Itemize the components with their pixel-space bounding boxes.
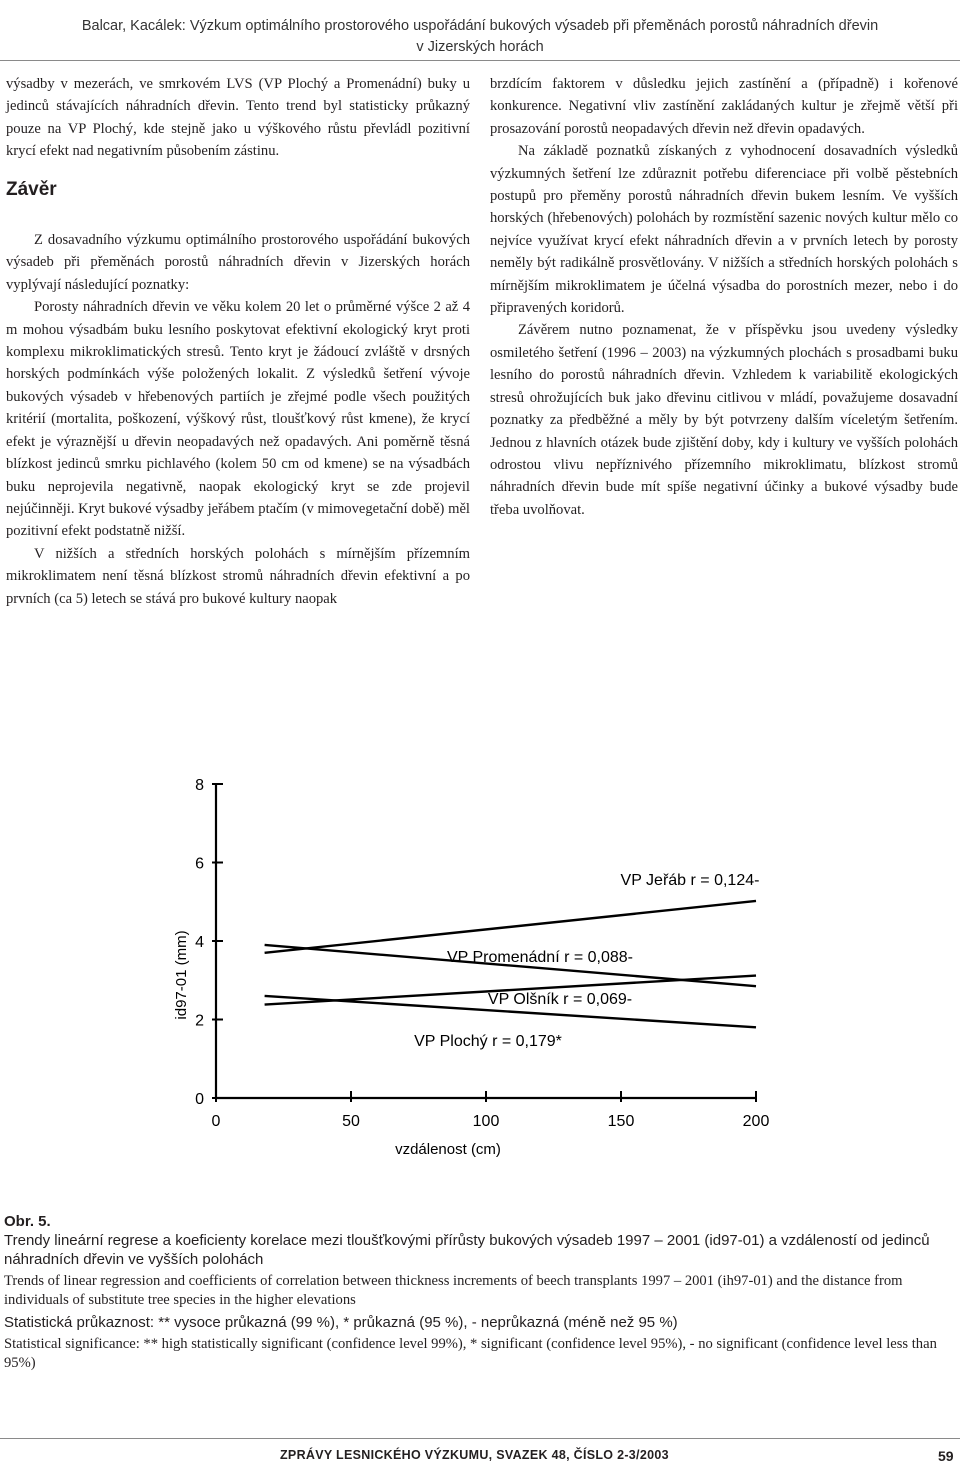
footer-rule	[0, 1438, 960, 1439]
caption-significance-cz: Statistická průkaznost: ** vysoce průkazná (99 %), * průkazná (95 %), - neprůkazná (méně než 95 %)	[4, 1314, 678, 1331]
y-tick-label: 0	[195, 1091, 204, 1108]
page-number: 59	[938, 1448, 954, 1464]
y-tick-label: 8	[195, 777, 204, 794]
y-tick-label: 2	[195, 1012, 204, 1030]
y-axis-label: id97-01 (mm)	[173, 930, 190, 1020]
series-label-plochy: VP Plochý r = 0,179*	[414, 1033, 562, 1050]
left-column	[6, 73, 470, 610]
x-tick-label: 200	[742, 1113, 770, 1130]
header-line-1: Balcar, Kacálek: Výzkum optimálního prostorového uspořádání bukových výsadeb při přeměnách porostů náhradních dřevin	[81, 18, 879, 34]
x-axis-label: vzdálenost (cm)	[395, 1141, 501, 1158]
y-tick-label: 4	[195, 934, 204, 951]
y-tick-label: 6	[195, 855, 204, 873]
regression-chart	[150, 770, 790, 1170]
header-line-2: v Jizerských horách	[416, 39, 544, 55]
x-tick-label: 0	[211, 1113, 221, 1130]
series-label-jerab: VP Jeřáb r = 0,124-	[620, 872, 760, 889]
x-tick-label: 100	[472, 1113, 500, 1130]
right-paragraph-2: Na základě poznatků získaných z vyhodnocení dosavadních výsledků výzkumných šetření lze zdůraznit potřebu diferenciace při volbě pěstebních postupů pro přeměny porostů náhradních dřevin bukem lesním. Ve vyšších horských (hřebenových) polohách by rozmístění sazenic nových kultur mělo co nejvíce využívat krycí efekt náhradních dřevin a v prvních letech by porosty neměly být radikálně prosvětlovány. V nižších a středních horských polohách s mírnějším mikroklimatem je účelná výsadba do porostních mezer, nebo i do připravených koridorů.	[490, 143, 958, 317]
intro-paragraph: výsadby v mezerách, ve smrkovém LVS (VP Plochý a Promenádní) buky u jedinců stávajících náhradních dřevin. Tento trend byl statisticky průkazný pouze na VP Plochý, kde stejně jako u výškového růstu převládl pozitivní krycí efekt nad negativním působením zástinu.	[6, 76, 470, 160]
right-paragraph-1: brzdícím faktorem v důsledku jejich zastínění a (případně) i kořenové konkurence. Negativní vliv zastínění zakládaných kultur je zřejmě větší při prosazování porostů neopadavých dřevin než dřevin opadavých.	[490, 76, 958, 137]
right-paragraph-3: Závěrem nutno poznamenat, že v příspěvku jsou uvedeny výsledky osmiletého šetření (1996 – 2003) na výzkumných plochách s prosadbami buku lesního do porostů náhradních dřevin. Vzhledem k variabilitě ekologických stresů ohrožujících buk jako dřevinu citlivou v mládí, považujeme dosavadní poznatky za předběžné a měly by být potvrzeny dalším víceletým šetřením. Jednou z hlavních otázek bude zjištění doby, kdy i kultury ve vyšších polohách odrostou vlivu nepříznivého přízemního mikroklimatu, blízkost stromů náhradních dřevin bude mít spíše negativní účinky a bukové výsadby bude třeba uvolňovat.	[490, 322, 958, 518]
caption-title-en: Trends of linear regression and coefficients of correlation between thickness increments of beech transplants 1997 – 2001 (ih97-01) and the distance from individuals of substitute tree species in the higher elevations	[4, 1273, 903, 1308]
figure-caption	[4, 1212, 958, 1373]
running-header	[0, 16, 960, 58]
caption-significance-en: Statistical significance: ** high statistically significant (confidence level 99%), * significant (confidence level 95%), - no significant (confidence level less than 95%)	[4, 1336, 937, 1371]
figure-label: Obr. 5.	[4, 1213, 51, 1230]
journal-name: ZPRÁVY LESNICKÉHO VÝZKUMU, SVAZEK 48, ČÍSLO 2-3/2003	[280, 1448, 669, 1462]
x-tick-label: 150	[607, 1113, 635, 1130]
caption-title-cz: Trendy lineární regrese a koeficienty korelace mezi tloušťkovými přírůsty bukových výsadeb 1997 – 2001 (id97-01) a vzdáleností od jedinců náhradních dřevin ve vyšších polohách	[4, 1232, 930, 1268]
series-line-1	[265, 901, 756, 953]
section-heading: Závěr	[6, 178, 57, 200]
series-label-promenadni: VP Promenádní r = 0,088-	[446, 949, 634, 966]
header-rule	[0, 60, 960, 61]
right-column	[490, 73, 958, 521]
conclusion-paragraph-3: V nižších a středních horských polohách s mírnějším přízemním mikroklimatem není těsná blízkost stromů náhradních dřevin efektivní a po prvních (ca 5) letech se stává pro bukové kultury naopak	[6, 545, 470, 607]
conclusion-paragraph-1: Z dosavadního výzkumu optimálního prostorového uspořádání bukových výsadeb při přeměnách porostů náhradních dřevin v Jizerských horách vyplývají následující poznatky:	[6, 232, 470, 293]
conclusion-paragraph-2: Porosty náhradních dřevin ve věku kolem 20 let o průměrné výšce 2 až 4 m mohou výsadbám buku lesního poskytovat efektivní ekologický kryt proti komplexu mikroklimatických stresů. Tento kryt je žádoucí zvláště v drsných horských podmínkách výše položených lokalit. Z výsledků šetření vývoje bukových výsadeb v hřebenových partiích je zřejmé podle všech použitých kritérií (mortalita, poškození, výškový růst, tloušťkový růst kmene), že krycí efekt je výraznější u dřevin neopadavých než opadavých. Ani poměrně těsná blízkost jedinců smrku pichlavého (kolem 50 cm od kmene) se na výsadbách buku neprojevila negativně, naopak ekologický kryt se zde projevil nejúčinněji. Kryt bukové výsadby jeřábem ptačím (v mimovegetační době) měl pozitivní efekt podstatně nižší.	[6, 299, 470, 540]
x-tick-label: 50	[342, 1113, 360, 1130]
series-label-olsnik: VP Olšník r = 0,069-	[487, 991, 633, 1008]
